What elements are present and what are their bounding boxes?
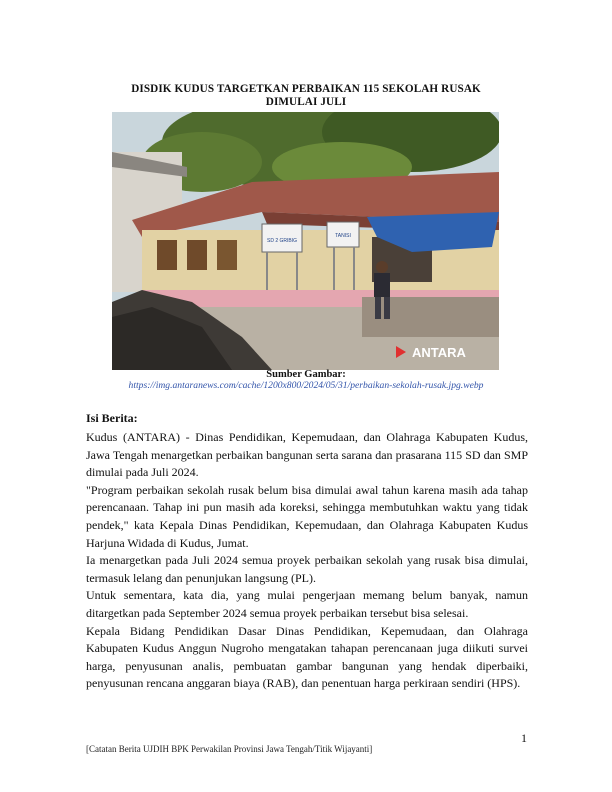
paragraph: Kudus (ANTARA) - Dinas Pendidikan, Kepemudaan, dan Olahraga Kabupaten Kudus, Jawa Tengah menargetkan perbaikan bangunan serta sarana dan prasarana 115 SD dan SMP dimulai pada Juli 2024. <box>86 430 528 480</box>
article-title <box>100 83 512 109</box>
photo-sign-left: SD 2 GRIBIG <box>266 238 298 244</box>
paragraph: Untuk sementara, kata dia, yang mulai pengerjaan memang belum banyak, namun ditargetkan pada September 2024 semua proyek perbaikan tersebut bisa selesai. <box>86 588 528 620</box>
photo-sign-right: TANISI <box>335 233 351 239</box>
antara-watermark: ANTARA <box>412 345 466 360</box>
paragraph: Kepala Bidang Pendidikan Dasar Dinas Pendidikan, Kepemudaan, dan Olahraga Kabupaten Kudus Anggun Nugroho mengatakan tahapan perencanaan juga diikuti survei harga, penyusunan analis, pembuatan gambar bangunan yang hendak diperbaiki, penyusunan rencana anggaran biaya (RAB), dan penentuan harga perkiraan sendiri (HPS). <box>86 623 528 691</box>
article-title-line-1: DISDIK KUDUS TARGETKAN PERBAIKAN 115 SEKOLAH RUSAK <box>131 83 481 95</box>
image-source-url[interactable]: https://img.antaranews.com/cache/1200x800/2024/05/31/perbaikan-sekolah-rusak.jpg.webp <box>128 380 484 391</box>
paragraph: "Program perbaikan sekolah rusak belum bisa dimulai awal tahun karena masih ada tahap perencanaan. Tahap ini pun masih ada koreksi, sehingga membutuhkan waktu yang tidak pendek," kata Kepala Dinas Pendidikan, Kepemudaan, dan Olahraga Kabupaten Kudus Harjuna Widada di Kudus, Jumat. <box>86 482 528 550</box>
article-title-line-2: DIMULAI JULI <box>265 96 347 108</box>
image-source-label: Sumber Gambar: <box>266 369 346 380</box>
news-photo <box>112 112 499 370</box>
page-number: 1 <box>521 731 527 745</box>
paragraph: Ia menargetkan pada Juli 2024 semua proyek perbaikan sekolah yang rusak bisa dimulai, termasuk lelang dan penunjukan langsung (PL). <box>86 553 528 585</box>
article-body <box>86 429 528 693</box>
footer-note: [Catatan Berita UJDIH BPK Perwakilan Provinsi Jawa Tengah/Titik Wijayanti] <box>86 744 373 754</box>
section-heading: Isi Berita: <box>86 411 138 425</box>
